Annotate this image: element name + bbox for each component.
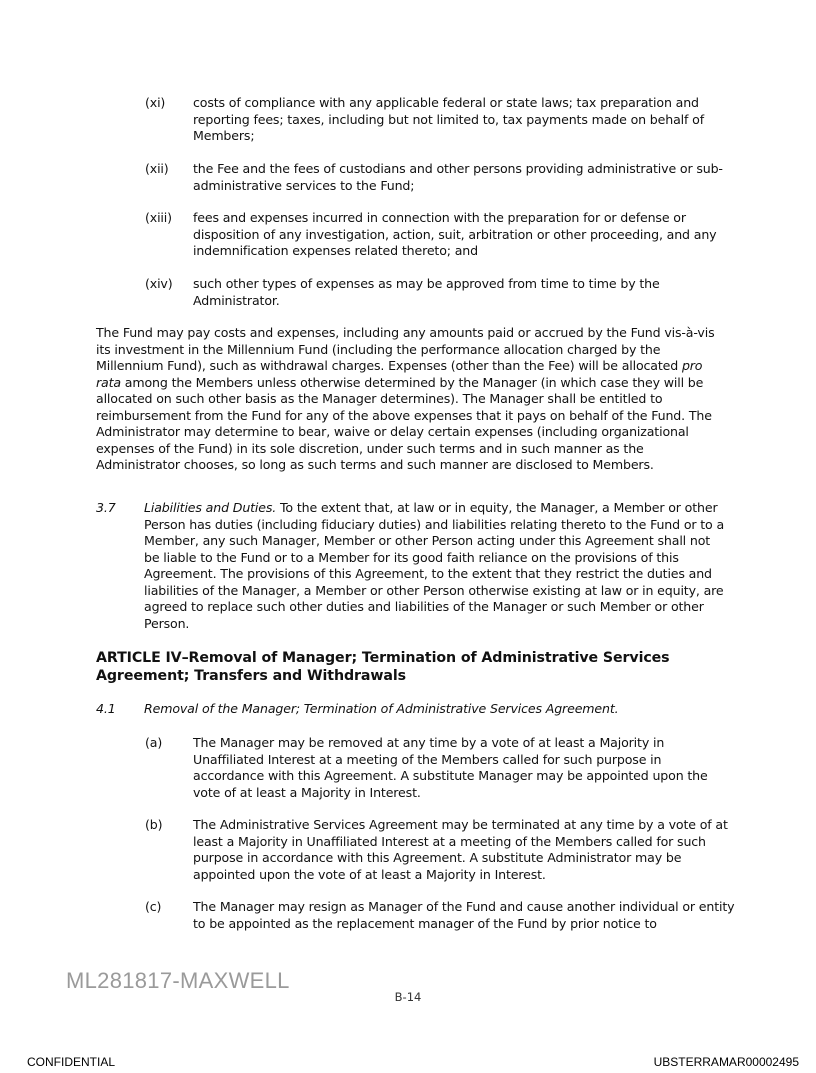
list-item	[145, 95, 735, 145]
section-title: Liabilities and Duties.	[144, 500, 277, 515]
expenses-text-part2: among the Members unless otherwise determined by the Manager (in which case they will be allocated on such other basis as the Manager determines). The Manager shall be entitled to reimbursement from the Fund for any of the above expenses that it pays on behalf of the Fund. The Administrator may determine to bear, waive or delay certain expenses (including organizational expenses of the Fund) in its sole discretion, under such terms and in such manner as the Administrator chooses, so long as such terms and such manner are disclosed to Members.	[96, 374, 712, 472]
page-number: B-14	[394, 990, 422, 1004]
list-item	[145, 817, 735, 883]
list-item	[145, 276, 735, 309]
item-number: (xiv)	[145, 276, 173, 291]
section-3-7	[96, 500, 726, 632]
item-text: The Administrative Services Agreement may be terminated at any time by a vote of at least a Majority in Unaffiliated Interest at a meeting of the Members called for such purpose in accordance with this Agreement. A substitute Administrator may be appointed upon the vote of at least a Majority in Interest.	[193, 817, 728, 882]
item-number: (xi)	[145, 95, 166, 110]
section-number: 4.1	[96, 701, 116, 716]
item-number: (a)	[145, 735, 163, 750]
list-item	[145, 735, 735, 801]
watermark-text: ML281817-MAXWELL	[66, 968, 290, 993]
bates-number: UBSTERRAMAR00002495	[653, 1055, 799, 1069]
item-number: (xiii)	[145, 210, 172, 225]
section-body	[144, 500, 726, 632]
confidential-label: CONFIDENTIAL	[27, 1055, 116, 1069]
item-text: fees and expenses incurred in connection with the preparation for or defense or disposition of any investigation, action, suit, arbitration or other proceeding, and any indemnification expenses related thereto; and	[193, 210, 717, 258]
expenses-italic: pro rata	[96, 358, 703, 390]
item-text: The Manager may be removed at any time by a vote of at least a Majority in Unaffiliated Interest at a meeting of the Members called for such purpose in accordance with this Agreement. A substitute Manager may be appointed upon the vote of at least a Majority in Interest.	[193, 735, 708, 800]
list-item	[145, 899, 735, 932]
section-4-1	[96, 701, 726, 718]
item-text: costs of compliance with any applicable federal or state laws; tax preparation and reporting fees; taxes, including but not limited to, tax payments made on behalf of Members;	[193, 95, 704, 143]
item-text: The Manager may resign as Manager of the Fund and cause another individual or entity to be appointed as the replacement manager of the Fund by prior notice to	[193, 899, 735, 931]
section-text: To the extent that, at law or in equity, the Manager, a Member or other Person has duties (including fiduciary duties) and liabilities relating thereto to the Fund or to a Member, any such Manager, Member or other Person acting under this Agreement shall not be liable to the Fund or to a Member for its good faith reliance on the provisions of this Agreement. The provisions of this Agreement, to the extent that they restrict the duties and liabilities of the Manager, a Member or other Person otherwise existing at law or in equity, are agreed to replace such other duties and liabilities of the Manager or such Member or other Person.	[144, 500, 725, 631]
item-number: (b)	[145, 817, 163, 832]
expenses-text-part1: The Fund may pay costs and expenses, including any amounts paid or accrued by the Fund vis-à-vis its investment in the Millennium Fund (including the performance allocation charged by the Millennium Fund), such as withdrawal charges. Expenses (other than the Fee) will be allocated	[96, 325, 715, 373]
list-item	[145, 210, 735, 260]
expenses-paragraph	[96, 325, 726, 474]
item-text: the Fee and the fees of custodians and other persons providing administrative or sub-administrative services to the Fund;	[193, 161, 723, 193]
article-heading: ARTICLE IV–Removal of Manager; Termination of Administrative Services Agreement; Transfers and Withdrawals	[96, 650, 670, 684]
section-number: 3.7	[96, 500, 116, 515]
item-number: (c)	[145, 899, 162, 914]
list-item	[145, 161, 735, 194]
item-number: (xii)	[145, 161, 169, 176]
section-title: Removal of the Manager; Termination of Administrative Services Agreement.	[144, 701, 619, 716]
item-text: such other types of expenses as may be approved from time to time by the Administrator.	[193, 276, 660, 308]
